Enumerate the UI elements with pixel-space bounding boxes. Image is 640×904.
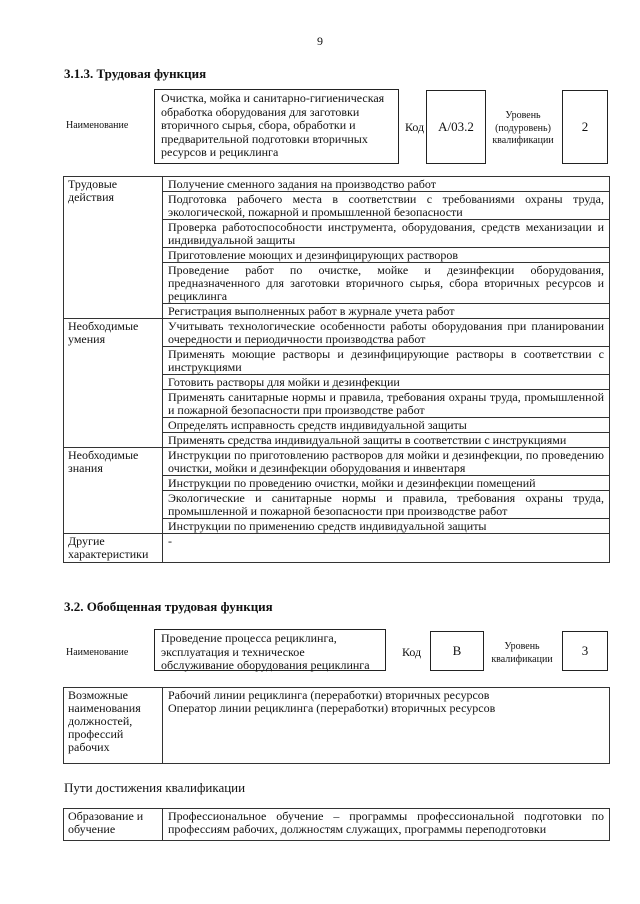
code-value-313: А/03.2 (426, 90, 486, 164)
list-item: Проведение работ по очистке, мойке и дезинфекции оборудования, предназначенного для заготовки вторичного сырья, сбора вторичных ресурсов и рециклинга (163, 263, 610, 304)
table-row (64, 688, 610, 764)
positions-table (63, 687, 610, 764)
level-value-32: 3 (562, 631, 608, 671)
table-row (64, 177, 610, 192)
list-item: Применять средства индивидуальной защиты в соответствии с инструкциями (163, 433, 610, 448)
function-name-313: Очистка, мойка и санитарно-гигиеническая обработка оборудования для заготовки вторичного сырья, сбора, обработки и предварительной подготовки вторичных ресурсов и рециклинга (154, 89, 399, 164)
code-label-313: Код (405, 120, 425, 134)
education-label: Образование и обучение (64, 809, 163, 841)
list-item: Проверка работоспособности инструмента, оборудования, средств механизации и индивидуальной защиты (163, 220, 610, 248)
list-item: Определять исправность средств индивидуальной защиты (163, 418, 610, 433)
education-value: Профессиональное обучение – программы профессиональной подготовки по профессиям рабочих, должностям служащих, программы переподготовки (163, 809, 610, 841)
labor-function-table (63, 176, 610, 563)
list-item: Инструкции по применению средств индивидуальной защиты (163, 519, 610, 534)
list-item: - (163, 534, 610, 563)
list-item: Применять моющие растворы и дезинфицирующие растворы в соответствии с инструкциями (163, 347, 610, 375)
table-row (64, 534, 610, 563)
list-item: Регистрация выполненных работ в журнале учета работ (163, 304, 610, 319)
category-labor-actions: Трудовые действия (64, 177, 163, 319)
qualification-paths-title: Пути достижения квалификации (64, 780, 246, 795)
category-required-skills: Необходимые умения (64, 319, 163, 448)
section-32-heading: 3.2. Обобщенная трудовая функция (64, 599, 273, 614)
table-row (64, 809, 610, 841)
code-label-32: Код (402, 645, 422, 659)
code-value-32: В (430, 631, 484, 671)
education-table (63, 808, 610, 841)
list-item: Инструкции по проведению очистки, мойки и дезинфекции помещений (163, 476, 610, 491)
table-row (64, 448, 610, 476)
list-item: Учитывать технологические особенности работы оборудования при планировании очередности и периодичности производства работ (163, 319, 610, 347)
level-label-32: Уровень квалификации (491, 641, 553, 665)
positions-label: Возможные наименования должностей, профессий рабочих (64, 688, 163, 764)
category-required-knowledge: Необходимые знания (64, 448, 163, 534)
function-name-32: Проведение процесса рециклинга, эксплуатация и техническое обслуживание оборудования рециклинга (154, 629, 386, 671)
list-item: Оператор линии рециклинга (переработки) вторичных ресурсов (168, 701, 496, 715)
category-other-characteristics: Другие характеристики (64, 534, 163, 563)
list-item: Инструкции по приготовлению растворов для мойки и дезинфекции, по проведению очистки, мойки и дезинфекции оборудования и инвентаря (163, 448, 610, 476)
list-item: Получение сменного задания на производство работ (163, 177, 610, 192)
list-item: Экологические и санитарные нормы и правила, требования охраны труда, промышленной и пожарной безопасности при производстве работ (163, 491, 610, 519)
name-label-32: Наименование (66, 647, 129, 658)
table-row (64, 319, 610, 347)
list-item: Приготовление моющих и дезинфицирующих растворов (163, 248, 610, 263)
name-label-313: Наименование (66, 120, 129, 131)
level-label-313: Уровень (подуровень) квалификации (492, 110, 554, 146)
level-value-313: 2 (562, 90, 608, 164)
page-number: 9 (317, 34, 323, 48)
section-313-heading: 3.1.3. Трудовая функция (64, 66, 207, 81)
list-item: Применять санитарные нормы и правила, требования охраны труда, промышленной и пожарной безопасности при производстве работ (163, 390, 610, 418)
list-item: Подготовка рабочего места в соответствии с требованиями охраны труда, экологической, пожарной и промышленной безопасности (163, 192, 610, 220)
list-item: Готовить растворы для мойки и дезинфекции (163, 375, 610, 390)
list-item: Рабочий линии рециклинга (переработки) вторичных ресурсов (168, 688, 490, 702)
positions-list (163, 688, 610, 764)
